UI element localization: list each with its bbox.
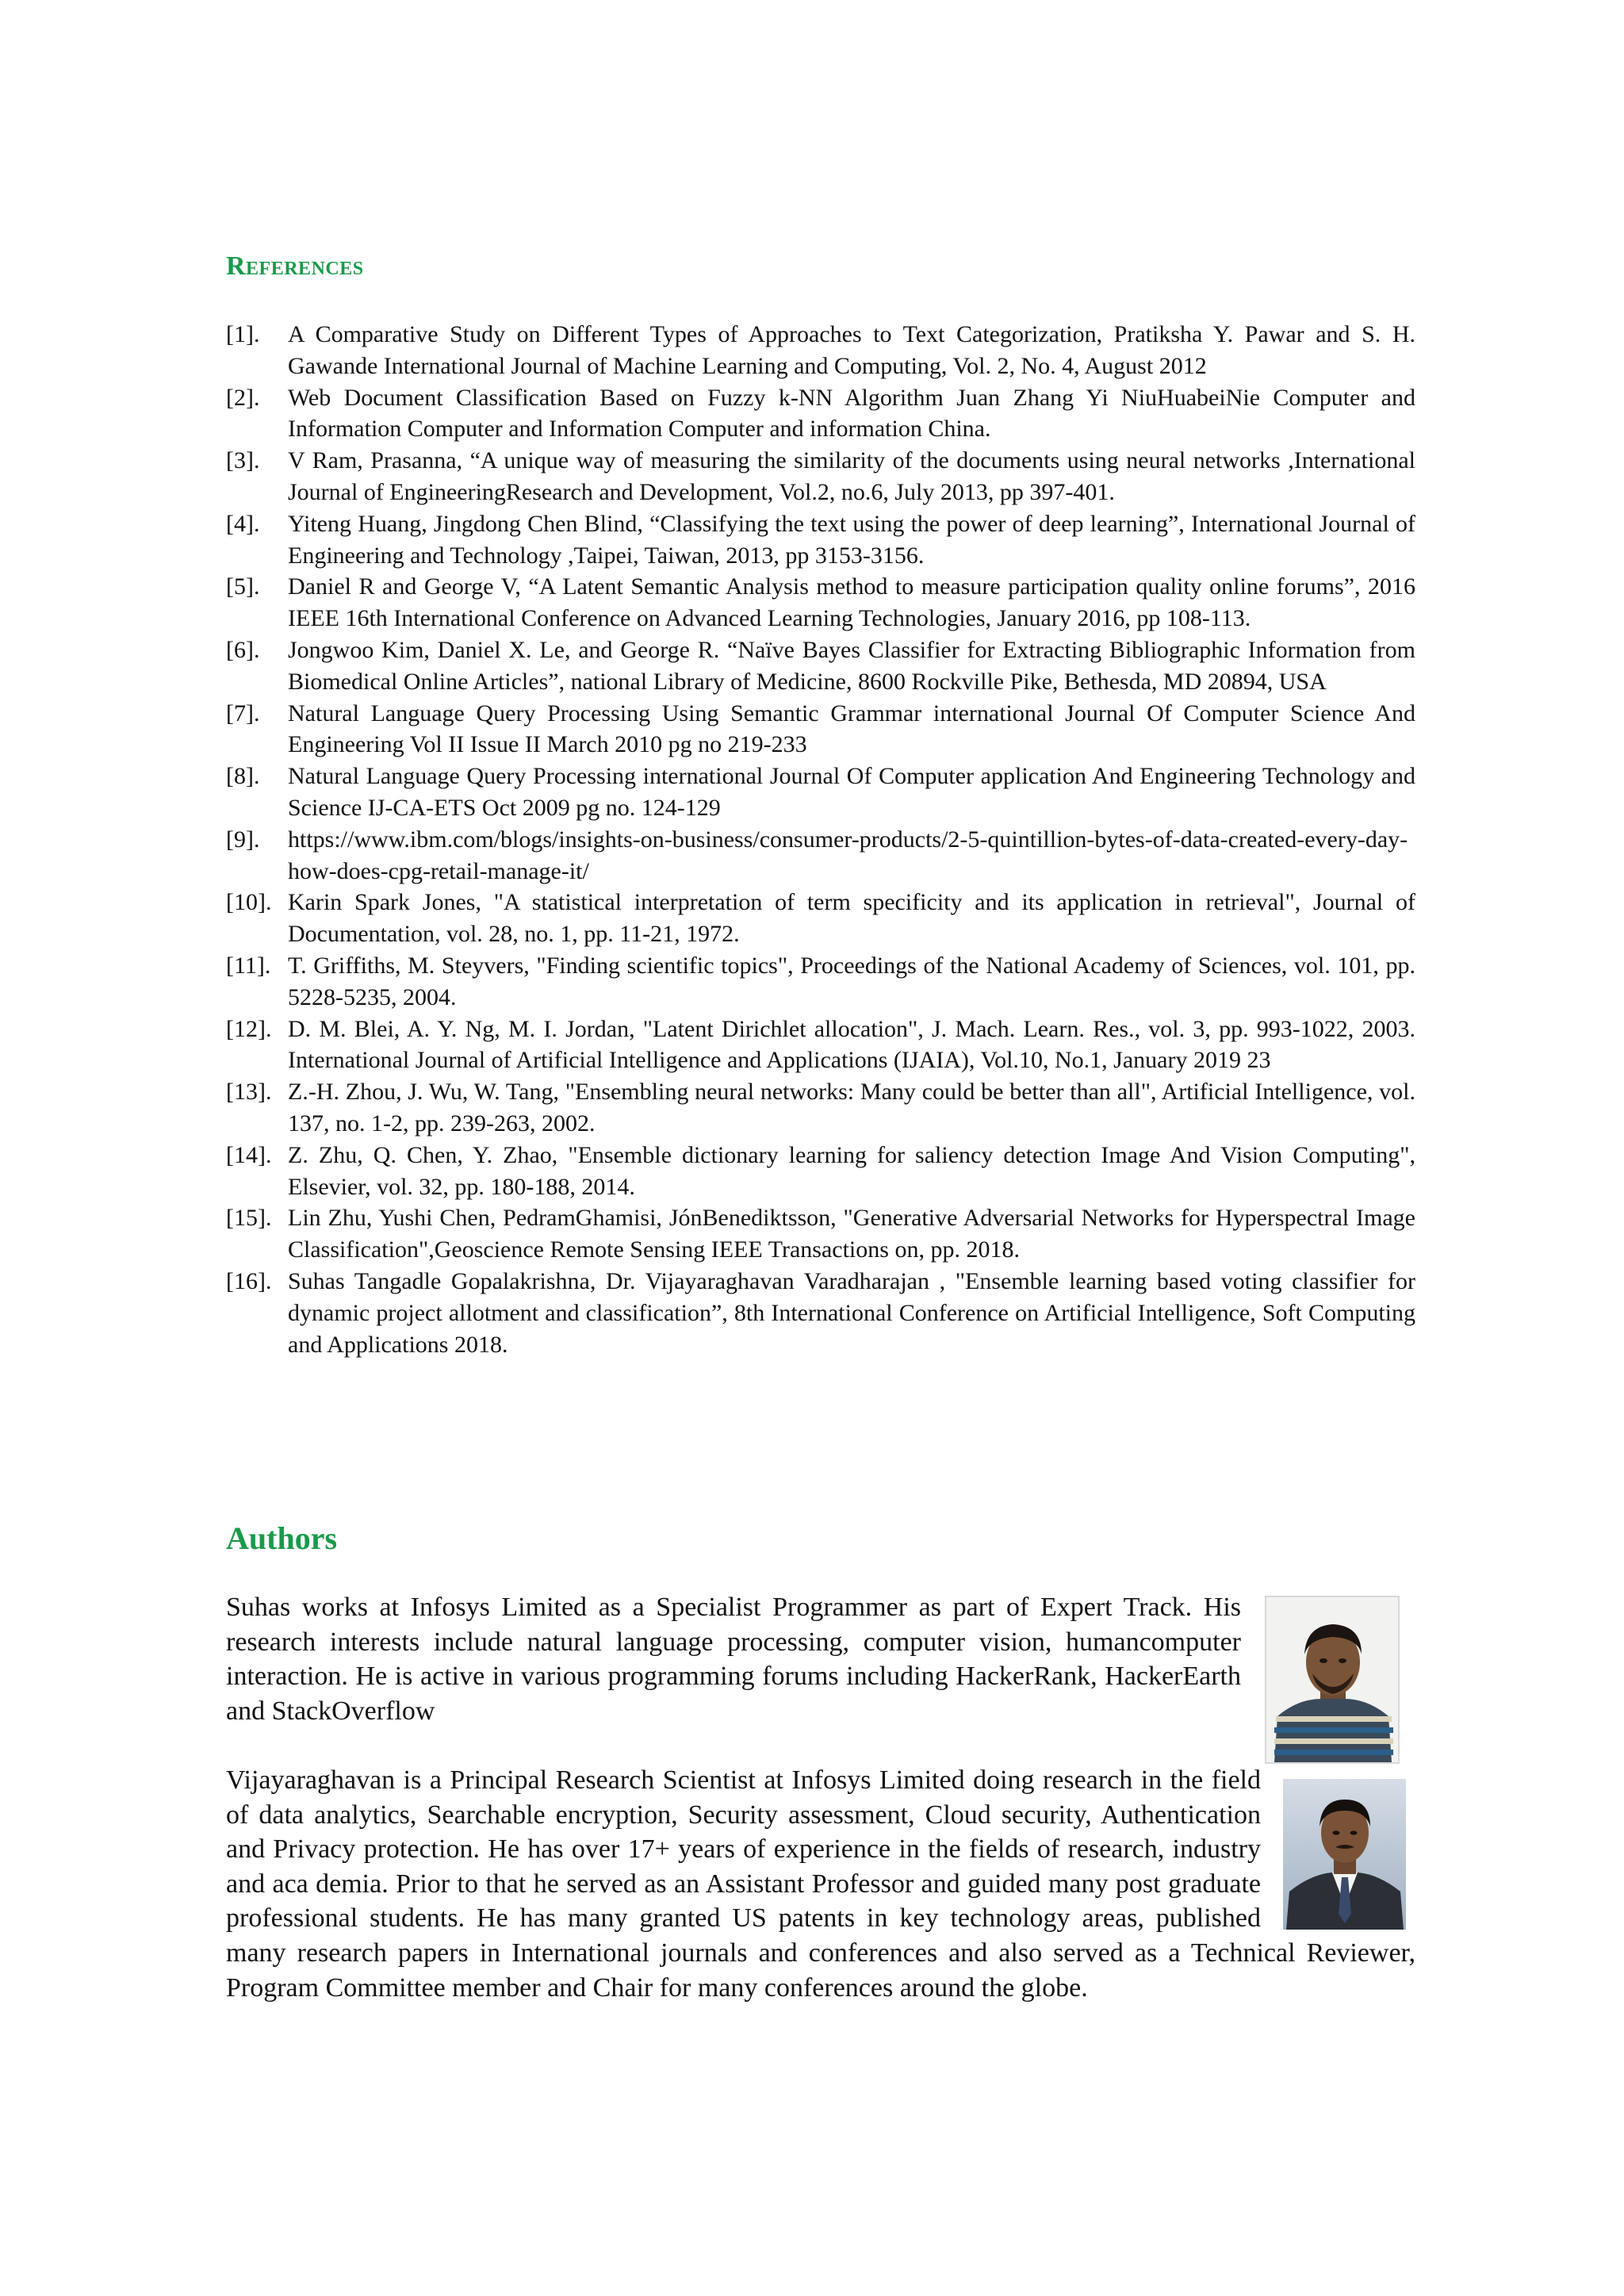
reference-text: Z.-H. Zhou, J. Wu, W. Tang, "Ensembling neural networks: Many could be better than all", Artificial Intelligence, vol. 137, no. 1-2, pp. 239-263, 2002. <box>288 1079 1415 1137</box>
reference-text: Jongwoo Kim, Daniel X. Le, and George R. “Naïve Bayes Classifier for Extracting Bibliographic Information from Biomedical Online Articles”, national Library of Medicine, 8600 Rockville Pike, Bethesda, MD 20894, USA <box>288 636 1415 695</box>
reference-number: [12]. <box>226 1015 272 1042</box>
reference-number: [6]. <box>226 636 260 663</box>
reference-number: [4]. <box>226 510 260 537</box>
reference-list <box>226 319 1415 1360</box>
reference-text: Lin Zhu, Yushi Chen, PedramGhamisi, JónBenediktsson, "Generative Adversarial Networks for Hyperspectral Image Classification",Geoscience Remote Sensing IEEE Transactions on, pp. 2018. <box>288 1205 1415 1263</box>
author-photo-vijayaraghavan <box>1283 1779 1406 1930</box>
reference-text: Web Document Classification Based on Fuzzy k-NN Algorithm Juan Zhang Yi NiuHuabeiNie Computer and Information Computer and Information Computer and information China. <box>288 384 1415 443</box>
reference-item <box>226 950 1415 1014</box>
reference-number: [14]. <box>226 1141 272 1168</box>
reference-item <box>226 634 1415 698</box>
reference-text: D. M. Blei, A. Y. Ng, M. I. Jordan, "Latent Dirichlet allocation", J. Mach. Learn. Res., vol. 3, pp. 993-1022, 2003. International Journal of Artificial Intelligence and Applications (IJAIA), Vol.10, No.1, January 2019 23 <box>288 1015 1415 1074</box>
reference-item <box>226 1076 1415 1140</box>
reference-number: [15]. <box>226 1205 272 1232</box>
reference-item <box>226 319 1415 382</box>
reference-item <box>226 887 1415 950</box>
reference-item <box>226 571 1415 634</box>
reference-text: T. Griffiths, M. Steyvers, "Finding scientific topics", Proceedings of the National Academy of Sciences, vol. 101, pp. 5228-5235, 2004. <box>288 952 1415 1010</box>
author-bio-vijayaraghavan <box>226 1763 1415 2005</box>
reference-number: [13]. <box>226 1079 272 1106</box>
reference-item <box>226 698 1415 761</box>
reference-text: Yiteng Huang, Jingdong Chen Blind, “Classifying the text using the power of deep learning”, International Journal of Engineering and Technology ,Taipei, Taiwan, 2013, pp 3153-3156. <box>288 510 1415 569</box>
reference-text: Suhas Tangadle Gopalakrishna, Dr. Vijayaraghavan Varadharajan , "Ensemble learning based voting classifier for dynamic project allotment and classification”, 8th International Conference on Artificial Intelligence, Soft Computing and Applications 2018. <box>288 1267 1415 1358</box>
authors-heading: Authors <box>226 1520 338 1556</box>
reference-text: Natural Language Query Processing Using Semantic Grammar international Journal Of Computer Science And Engineering Vol II Issue II March 2010 pg no 219-233 <box>288 700 1415 758</box>
reference-number: [16]. <box>226 1267 272 1294</box>
reference-item <box>226 1140 1415 1203</box>
reference-item <box>226 761 1415 824</box>
author-photo-vijayaraghavan-image <box>1283 1779 1406 1930</box>
reference-text: Natural Language Query Processing international Journal Of Computer application And Engineering Technology and Science IJ-CA-ETS Oct 2009 pg no. 124-129 <box>288 763 1415 821</box>
reference-item <box>226 1014 1415 1077</box>
author-photo-suhas-image <box>1266 1597 1398 1762</box>
reference-text: Karin Spark Jones, "A statistical interpretation of term specificity and its application in retrieval", Journal of Documentation, vol. 28, no. 1, pp. 11-21, 1972. <box>288 889 1415 948</box>
reference-item <box>226 445 1415 508</box>
reference-item <box>226 1202 1415 1266</box>
reference-number: [5]. <box>226 573 260 600</box>
reference-number: [11]. <box>226 952 271 979</box>
reference-number: [10]. <box>226 889 272 916</box>
reference-item <box>226 824 1415 887</box>
reference-item <box>226 508 1415 572</box>
reference-number: [9]. <box>226 826 260 853</box>
reference-text: Daniel R and George V, “A Latent Semantic Analysis method to measure participation quality online forums”, 2016 IEEE 16th International Conference on Advanced Learning Technologies, January 2016, pp 108-113. <box>288 573 1415 632</box>
reference-text: Z. Zhu, Q. Chen, Y. Zhao, "Ensemble dictionary learning for saliency detection Image And Vision Computing", Elsevier, vol. 32, pp. 180-188, 2014. <box>288 1141 1415 1200</box>
reference-text: A Comparative Study on Different Types of Approaches to Text Categorization, Pratiksha Y. Pawar and S. H. Gawande International Journal of Machine Learning and Computing, Vol. 2, No. 4, August 2012 <box>288 321 1415 379</box>
references-heading: References <box>226 251 364 281</box>
reference-text: V Ram, Prasanna, “A unique way of measuring the similarity of the documents using neural networks ,International Journal of EngineeringResearch and Development, Vol.2, no.6, July 2013, pp 397-401. <box>288 447 1415 505</box>
reference-number: [3]. <box>226 447 260 474</box>
reference-item <box>226 1266 1415 1360</box>
reference-text[interactable]: https://www.ibm.com/blogs/insights-on-business/consumer-products/2-5-quintillion-bytes-of-data-created-every-day-how-does-cpg-retail-manage-it/ <box>288 826 1408 884</box>
reference-number: [7]. <box>226 700 260 726</box>
author-bio-suhas: Suhas works at Infosys Limited as a Specialist Programmer as part of Expert Track. His research interests include natural language processing, computer vision, humancomputer interaction. He is active in various programming forums including HackerRank, HackerEarth and StackOverflow <box>226 1593 1241 1726</box>
author-photo-suhas <box>1265 1596 1400 1764</box>
author-bio-vijayaraghavan-text: Vijayaraghavan is a Principal Research Scientist at Infosys Limited doing research in the field of data analytics, Searchable encryption, Security assessment, Cloud security, Authentication and Privacy protection. He has over 17+ years of experience in the fields of research, industry and aca demia. Prior to that he served as an Assistant Professor and guided many post graduate professional students. He has many granted US patents in key technology areas, published many research papers in International journals and conferences and also served as a Technical Reviewer, Program Committee member and Chair for many conferences around the globe. <box>226 1765 1415 2003</box>
reference-number: [2]. <box>226 384 260 411</box>
reference-item <box>226 382 1415 446</box>
reference-number: [8]. <box>226 763 260 790</box>
reference-number: [1]. <box>226 321 260 347</box>
